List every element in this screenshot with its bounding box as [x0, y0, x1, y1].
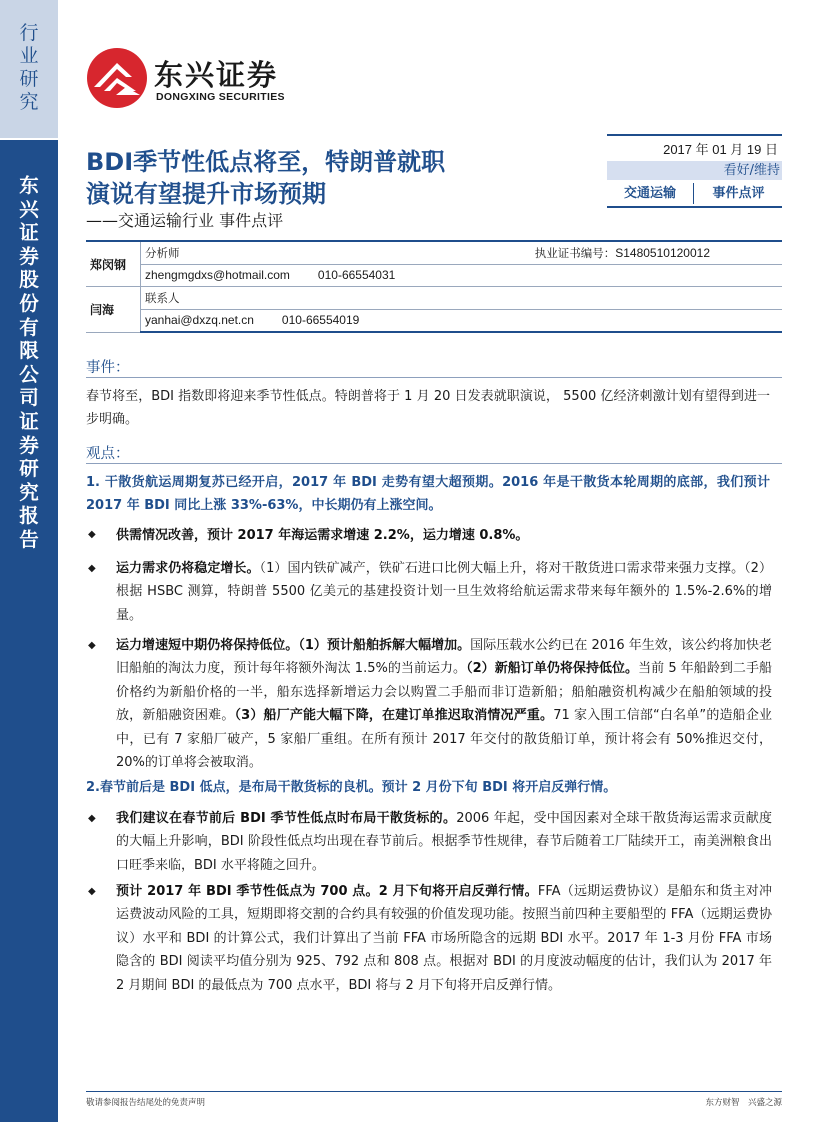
- bullet-5-bold: 预计 2017 年 BDI 季节性低点为 700 点。2 月下旬将开启反弹行情。: [116, 884, 538, 899]
- logo-mark-icon: [86, 47, 148, 109]
- sidebar-category-band: [0, 0, 58, 140]
- sidebar-company-label: [0, 174, 58, 552]
- vertical-char: 研: [19, 457, 39, 481]
- vertical-char: 研: [19, 68, 39, 90]
- bullet-3-text-1: 国际压载水公约已在 2016 年生效，该公约将加快老旧船舶的淘汰力度，预计每年将额外淘汰 1.5%的当前运力。: [116, 638, 772, 677]
- footer-rule: [86, 1091, 782, 1092]
- footer-disclaimer: 敬请参阅报告结尾处的免责声明: [86, 1098, 206, 1108]
- analyst-email[interactable]: zhengmgdxs@hotmail.com: [145, 268, 290, 283]
- bullet-icon: ◆: [88, 563, 96, 574]
- logo-en-name: DONGXING SECURITIES: [156, 91, 285, 103]
- vertical-char: 券: [19, 433, 39, 457]
- analyst-row: [86, 241, 782, 264]
- vertical-char: 东: [19, 174, 39, 197]
- contact-name: 闫海: [86, 287, 141, 333]
- bullet-seasonal: [116, 807, 772, 877]
- logo-cn-name: 东兴证券: [154, 58, 279, 92]
- vertical-char: 份: [19, 291, 39, 315]
- bullet-3-bold-1: 运力增速短中期仍将保持低位。（1）预计船舶拆解大幅增加。: [116, 638, 471, 653]
- contact-role: 联系人: [141, 287, 783, 310]
- views-rule: [86, 463, 782, 464]
- contact-info-row: [86, 309, 782, 332]
- point-1: 1. 干散货航运周期复苏已经开启，2017 年 BDI 走势有望大超预期。2016 年是干散货本轮周期的底部，我们预计 2017 年 BDI 同比上涨 33%-63%，中长期仍有上涨空间。: [86, 475, 770, 513]
- vertical-char: 究: [19, 480, 39, 504]
- report-date: 2017 年 01 月 19 日: [663, 142, 778, 157]
- tag-row: [607, 183, 782, 204]
- bullet-3-text-2: 当前 5 年船龄到二手船价格约为新船价格的一半，船东选择新增运力会以购置二手船而非订造新船；船舶融资机构减少在船舶领域的投放，新船融资困难。: [116, 661, 772, 724]
- company-logo: [86, 47, 326, 109]
- event-heading: 事件：: [86, 360, 130, 376]
- license-cell: [535, 245, 778, 261]
- bullet-forecast: [116, 880, 772, 997]
- analyst-role: 分析师: [145, 245, 180, 260]
- vertical-char: 行: [19, 22, 39, 44]
- tag-industry: 交通运输: [607, 183, 694, 204]
- bullet-2-bold: 运力需求仍将稳定增长。: [116, 561, 260, 576]
- report-title-line1: BDI季节性低点将至，特朗普就职: [86, 148, 446, 176]
- vertical-char: 报: [19, 504, 39, 528]
- bullet-3-text-3: 71 家入围工信部“白名单”的造船企业中，已有 7 家船厂破产，5 家船厂重组。在所有预计 2017 年交付的散货船订单，预计将会有 50%推迟交付，20%的订单将会被取消。: [116, 708, 772, 771]
- sidebar-category-label: [0, 22, 58, 114]
- license-label: 执业证书编号：: [534, 245, 616, 260]
- bullet-5-text: FFA（远期运费协议）是船东和货主对冲运费波动风险的工具，短期即将交割的合约具有较强的价值发现功能。按照当前四种主要船型的 FFA（远期运费协议）水平和 BDI 的计算公式，我们计算出了当前 FFA 市场所隐含的远期 BDI 水平。2017 年 1-3 月份 FFA 市场隐含的 BDI 阅读平均值分别为 925、792 点和 808 点。根据对 BDI 的月度波动幅度的估计，我们认为 2017 年 2 月期间 BDI 的最低点为 700 点水平，BDI 将与 2 月下旬将开启反弹行情。: [116, 884, 772, 993]
- bullet-icon: ◆: [88, 529, 96, 540]
- vertical-char: 有: [19, 315, 39, 339]
- contact-phone: 010-66554019: [281, 313, 360, 328]
- analyst-table: [86, 240, 782, 333]
- bullet-capacity: [116, 634, 772, 774]
- bullet-icon: ◆: [88, 640, 96, 651]
- report-title-line2: 演说有望提升市场预期: [86, 180, 326, 208]
- analyst-contact-row: [86, 264, 782, 287]
- report-subtitle: ——交通运输行业 事件点评: [86, 211, 284, 230]
- bullet-supply-demand: [116, 524, 772, 547]
- vertical-char: 证: [19, 409, 39, 433]
- contact-info: [141, 309, 783, 332]
- bullet-3-bold-3: （3）船厂产能大幅下降，在建订单推迟取消情况严重。: [234, 708, 554, 724]
- bullet-4-text: 2006 年起，受中国因素对全球干散货海运需求贡献度的大幅上升影响，BDI 阶段性低点均出现在春节前后。根据季节性规律，春节后随着工厂陆续开工，南美洲粮食出口旺季来临，BDI 水平将随之回升。: [116, 811, 772, 873]
- rating-badge: 看好/维持: [607, 161, 782, 180]
- vertical-char: 司: [19, 386, 39, 410]
- vertical-char: 券: [19, 244, 39, 268]
- analyst-role-cell: [141, 241, 783, 264]
- contact-email[interactable]: yanhai@dxzq.net.cn: [145, 313, 254, 328]
- event-text: 春节将至，BDI 指数即将迎来季节性低点。特朗普将于 1 月 20 日发表就职演说， 5500 亿经济刺激计划有望得到进一步明确。: [86, 389, 770, 427]
- event-rule: [86, 377, 782, 378]
- analyst-phone: 010-66554031: [317, 268, 396, 283]
- vertical-char: 证: [19, 221, 39, 245]
- bullet-demand-growth: [116, 557, 772, 627]
- license-number: S1480510120012: [615, 245, 710, 260]
- bullet-4-bold: 我们建议在春节前后 BDI 季节性低点时布局干散货标的。: [116, 811, 457, 826]
- sidebar-company-band: [0, 140, 58, 1122]
- contact-row: [86, 287, 782, 310]
- bullet-2-text: （1）国内铁矿减产，铁矿石进口比例大幅上升，将对干散货进口需求带来强力支撑。（2）根据 HSBC 测算，特朗普 5500 亿美元的基建投资计划一旦生效将给航运需求带来每年额外的 1.5%-2.6%的增量。: [116, 561, 772, 623]
- tag-type: 事件点评: [712, 186, 765, 201]
- analyst-contact: [141, 264, 783, 287]
- bullet-1-bold: 供需情况改善，预计 2017 年海运需求增速 2.2%，运力增速 0.8%。: [116, 528, 529, 543]
- vertical-char: 限: [19, 339, 39, 363]
- vertical-char: 告: [19, 527, 39, 551]
- analyst-name: 郑闵钢: [86, 241, 141, 287]
- point-2: 2.春节前后是 BDI 低点，是布局干散货标的良机。预计 2 月份下旬 BDI 将开启反弹行情。: [86, 780, 617, 795]
- date-rating-box: [607, 134, 782, 208]
- footer-slogan: 东方财智 兴盛之源: [705, 1098, 782, 1108]
- views-heading: 观点：: [86, 446, 130, 462]
- bullet-icon: ◆: [88, 886, 96, 897]
- vertical-char: 兴: [19, 197, 39, 221]
- bullet-3-bold-2: （2）新船订单仍将保持低位。: [466, 661, 639, 677]
- vertical-char: 公: [19, 362, 39, 386]
- vertical-char: 究: [19, 91, 39, 113]
- vertical-char: 业: [19, 45, 39, 67]
- bullet-icon: ◆: [88, 813, 96, 824]
- vertical-char: 股: [19, 268, 39, 292]
